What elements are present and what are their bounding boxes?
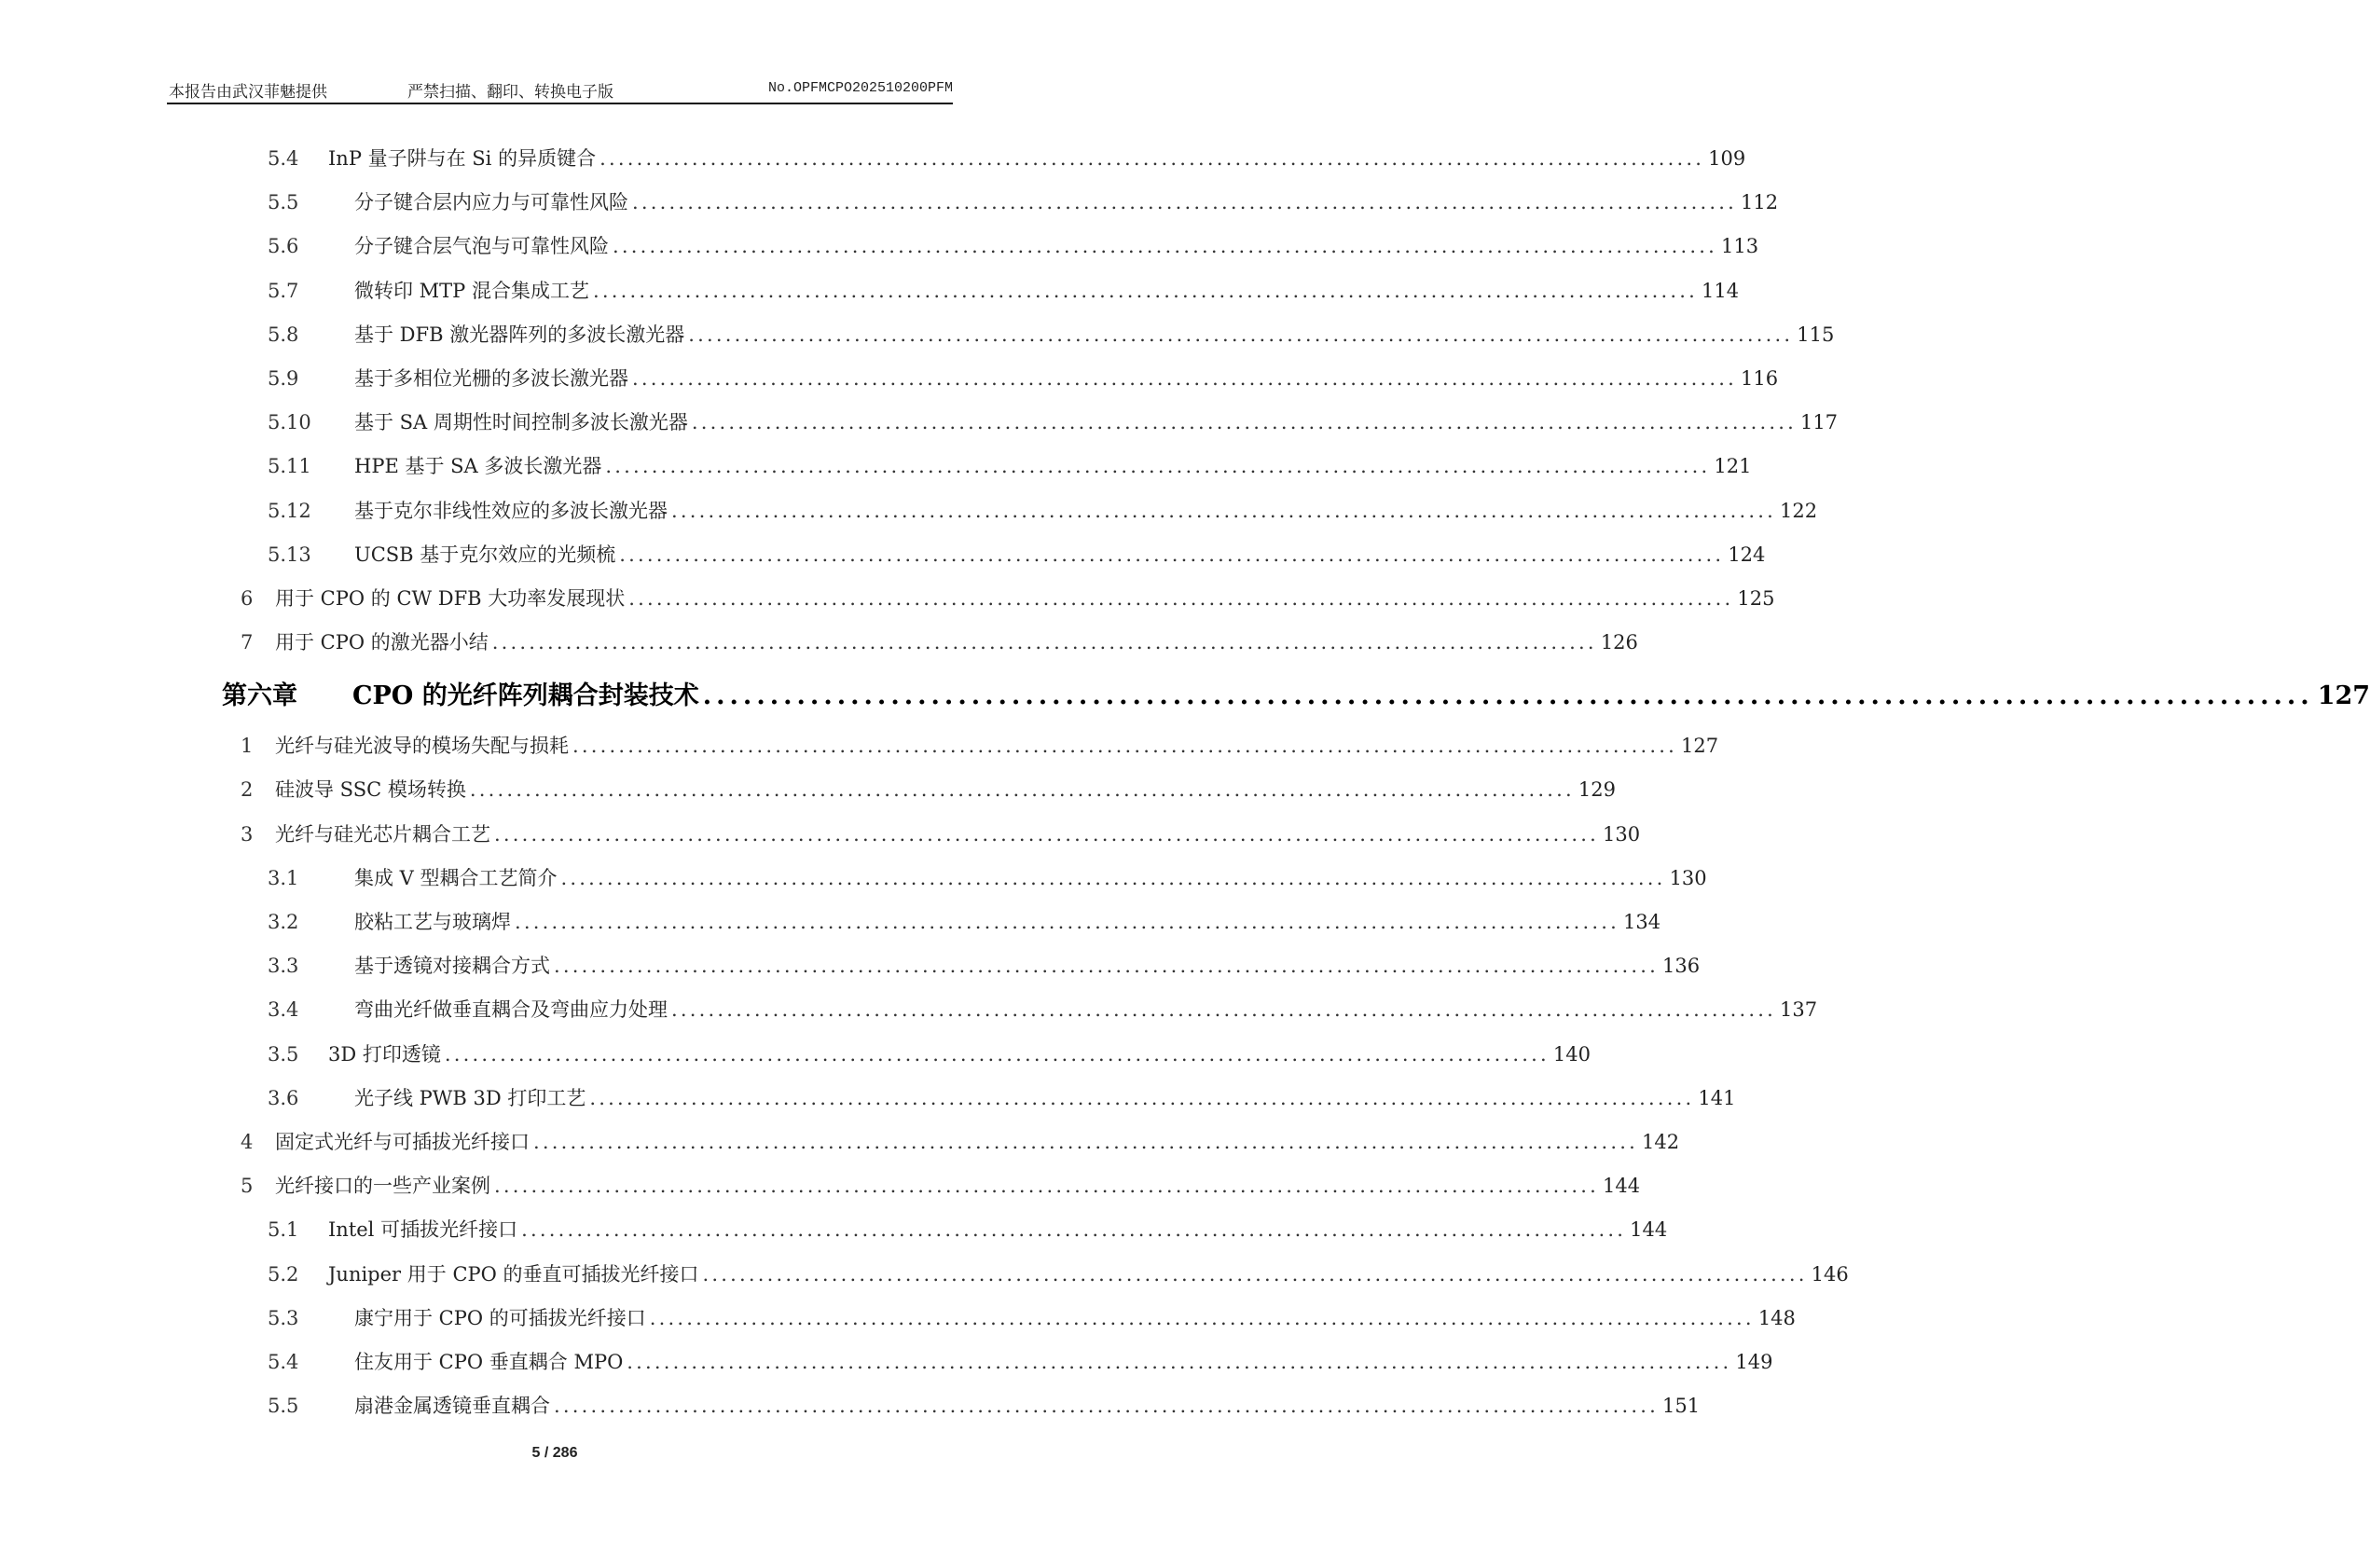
toc-entry[interactable]: [0, 137, 1746, 181]
toc-entry-body: [354, 1384, 1701, 1428]
toc-entry-body: [354, 181, 1779, 225]
toc-entry-body: [328, 137, 1746, 181]
toc-entry-body: [354, 401, 1839, 445]
toc-entry-title: 弯曲光纤做垂直耦合及弯曲应力处理: [354, 998, 668, 1022]
toc-entry-number: 5.5: [268, 1395, 299, 1418]
toc-entry-title: 硅波导 SSC 模场转换: [275, 778, 466, 802]
toc-entry[interactable]: [0, 988, 1818, 1032]
toc-entry[interactable]: [0, 1121, 1680, 1164]
toc-entry-title: InP 量子阱与在 Si 的异质键合: [328, 147, 597, 170]
toc-entry-page: 149: [1735, 1350, 1773, 1373]
header-notice: 严禁扫描、翻印、转换电子版: [407, 83, 613, 102]
toc-entry[interactable]: [0, 577, 1775, 621]
toc-entry[interactable]: [0, 357, 1779, 401]
toc-entry-body: [275, 577, 1775, 621]
toc-entry-title: 基于克尔非线性效应的多波长激光器: [354, 499, 668, 522]
toc-entry[interactable]: [0, 489, 1818, 533]
toc-entry[interactable]: [0, 944, 1701, 988]
toc-entry-body: [275, 1164, 1641, 1208]
toc-entry-number: 5.13: [268, 543, 311, 566]
toc-entry-title: 扇港金属透镜垂直耦合: [354, 1395, 550, 1418]
toc-entry-body: [275, 724, 1719, 768]
toc-entry-page: 134: [1623, 911, 1661, 933]
dot-leader: ........................................................................................................................: [560, 866, 1666, 889]
toc-entry-body: [354, 1077, 1736, 1121]
toc-entry-page: 142: [1642, 1130, 1680, 1153]
toc-entry-number: 4: [241, 1130, 254, 1153]
toc-entry-page: 121: [1714, 455, 1752, 478]
dot-leader: ........................................................................................................................: [533, 1130, 1639, 1153]
header-provider: 本报告由武汉菲魅提供: [169, 83, 327, 102]
toc-entry-body: [354, 988, 1818, 1032]
toc-entry-page: 144: [1630, 1218, 1668, 1242]
dot-leader: ........................................................................................................................: [444, 1042, 1550, 1066]
toc-entry-body: [354, 357, 1779, 401]
toc-entry-page: 130: [1603, 822, 1641, 846]
toc-entry-number: 2: [241, 778, 254, 802]
toc-entry-body: [352, 668, 2370, 724]
dot-leader: ........................................................................................................................: [702, 681, 2314, 711]
toc-entry-title: 基于 SA 周期性时间控制多波长激光器: [354, 411, 688, 434]
toc-entry-page: 126: [1600, 631, 1638, 654]
toc-entry-number: 3.3: [268, 955, 299, 978]
toc-entry-body: [354, 313, 1835, 357]
toc-entry-page: 124: [1728, 543, 1766, 566]
toc-entry-title: 分子键合层气泡与可靠性风险: [354, 235, 609, 258]
toc-entry-body: [328, 1208, 1668, 1252]
toc-entry-body: [354, 445, 1752, 488]
toc-entry-number: 5.1: [268, 1218, 299, 1242]
toc-entry-page: 113: [1721, 235, 1759, 258]
page-number: 5 / 286: [531, 1445, 578, 1461]
toc-entry-page: 127: [2317, 681, 2370, 711]
toc-entry-number: 6: [241, 586, 254, 610]
toc-entry-title: 基于透镜对接耦合方式: [354, 955, 550, 978]
toc-chapter-entry[interactable]: [0, 668, 2370, 722]
toc-entry-body: [275, 621, 1638, 665]
toc-entry-title: 基于 DFB 激光器阵列的多波长激光器: [354, 323, 685, 346]
dot-leader: ........................................................................................................................: [593, 279, 1699, 302]
toc-entry-body: [328, 1253, 1849, 1297]
dot-leader: ........................................................................................................................: [628, 586, 1734, 610]
toc-entry-title: HPE 基于 SA 多波长激光器: [354, 455, 602, 478]
toc-entry-page: 122: [1780, 499, 1818, 522]
dot-leader: ........................................................................................................................: [671, 499, 1777, 522]
dot-leader: ........................................................................................................................: [554, 955, 1660, 978]
toc-entry-body: [354, 533, 1766, 577]
toc-entry-title: 用于 CPO 的激光器小结: [275, 631, 489, 654]
toc-entry[interactable]: [0, 1208, 1668, 1252]
toc-entry-number: 3.1: [268, 866, 299, 889]
dot-leader: ........................................................................................................................: [702, 1262, 1808, 1286]
dot-leader: ........................................................................................................................: [619, 543, 1725, 566]
toc-entry-page: 141: [1698, 1086, 1736, 1109]
toc-entry-title: 固定式光纤与可插拔光纤接口: [275, 1130, 530, 1153]
toc-entry-title: 分子键合层内应力与可靠性风险: [354, 191, 628, 214]
toc-entry-title: 基于多相位光栅的多波长激光器: [354, 366, 628, 390]
toc-entry-body: [328, 1033, 1591, 1077]
page-header: [167, 78, 953, 103]
toc-entry[interactable]: [0, 1297, 1796, 1341]
dot-leader: ........................................................................................................................: [494, 822, 1600, 846]
dot-leader: ........................................................................................................................: [605, 455, 1711, 478]
toc-entry-title: Juniper 用于 CPO 的垂直可插拔光纤接口: [328, 1262, 699, 1286]
toc-entry[interactable]: [0, 768, 1616, 812]
toc-entry-body: [354, 857, 1707, 901]
header-doc-number: No.OPFMCPO202510200PFM: [767, 80, 953, 96]
toc-entry-page: 130: [1669, 866, 1707, 889]
toc-entry[interactable]: [0, 401, 1839, 445]
toc-entry-body: [354, 901, 1661, 944]
dot-leader: ........................................................................................................................: [494, 1175, 1600, 1198]
toc-entry-body: [354, 225, 1759, 268]
dot-leader: ........................................................................................................................: [521, 1218, 1627, 1242]
toc-entry-number: 5.4: [268, 1350, 299, 1373]
dot-leader: ........................................................................................................................: [469, 778, 1575, 802]
toc-entry-body: [354, 489, 1818, 533]
toc-entry[interactable]: [0, 724, 1719, 768]
toc-entry-number: 3.5: [268, 1042, 299, 1066]
toc-entry-title: 康宁用于 CPO 的可插拔光纤接口: [354, 1306, 646, 1329]
toc-entry[interactable]: [0, 225, 1759, 268]
dot-leader: ........................................................................................................................: [632, 366, 1738, 390]
toc-entry-page: 127: [1681, 735, 1719, 758]
dot-leader: ........................................................................................................................: [572, 735, 1678, 758]
toc-entry[interactable]: [0, 313, 1835, 357]
dot-leader: ........................................................................................................................: [589, 1086, 1695, 1109]
toc-entry-page: 140: [1552, 1042, 1591, 1066]
toc-entry-body: [354, 269, 1740, 313]
toc-entry-title: 3D 打印透镜: [328, 1042, 441, 1066]
dot-leader: ........................................................................................................................: [649, 1306, 1755, 1329]
toc-entry-page: 125: [1737, 586, 1775, 610]
toc-entry[interactable]: [0, 621, 1638, 665]
toc-entry-number: 5.7: [268, 279, 299, 302]
toc-entry-page: 116: [1741, 366, 1779, 390]
toc-entry-page: 148: [1757, 1306, 1796, 1329]
toc-entry-title: 住友用于 CPO 垂直耦合 MPO: [354, 1350, 624, 1373]
toc-entry[interactable]: [0, 813, 1641, 857]
toc-entry-page: 115: [1797, 323, 1835, 346]
dot-leader: ........................................................................................................................: [691, 411, 1797, 434]
toc-entry-number: 3.6: [268, 1086, 299, 1109]
toc-entry-title: 光纤与硅光波导的模场失配与损耗: [275, 735, 569, 758]
toc-entry-body: [354, 1297, 1796, 1341]
toc-entry-number: 3: [241, 822, 254, 846]
toc-entry-number: 5.6: [268, 235, 299, 258]
toc-entry-page: 136: [1662, 955, 1701, 978]
toc-entry[interactable]: [0, 269, 1740, 313]
toc-entry-number: 5.4: [268, 147, 299, 170]
toc-entry-body: [275, 768, 1616, 812]
toc-entry-page: 109: [1708, 147, 1746, 170]
toc-entry-number: 5.10: [268, 411, 311, 434]
toc-entry-body: [275, 1121, 1680, 1164]
toc-entry[interactable]: [0, 181, 1779, 225]
toc-entry-body: [354, 1341, 1773, 1384]
toc-entry-title: 用于 CPO 的 CW DFB 大功率发展现状: [275, 586, 626, 610]
dot-leader: ........................................................................................................................: [491, 631, 1597, 654]
toc-entry[interactable]: [0, 857, 1707, 901]
toc-entry-page: 144: [1603, 1175, 1641, 1198]
dot-leader: ........................................................................................................................: [613, 235, 1718, 258]
table-of-contents: [0, 137, 2370, 1428]
header-rule: [167, 103, 953, 104]
toc-entry[interactable]: [0, 1077, 1736, 1121]
toc-entry-page: 117: [1799, 411, 1839, 434]
toc-entry-title: Intel 可插拔光纤接口: [328, 1218, 518, 1242]
toc-entry-number: 第六章: [222, 681, 297, 711]
toc-entry[interactable]: [0, 1341, 1773, 1384]
toc-entry[interactable]: [0, 1033, 1591, 1077]
toc-entry-number: 5: [241, 1175, 254, 1198]
toc-entry-body: [354, 944, 1701, 988]
toc-entry-number: 5.11: [268, 455, 311, 478]
toc-entry-page: 129: [1578, 778, 1616, 802]
toc-entry-number: 5.3: [268, 1306, 299, 1329]
toc-entry-title: 微转印 MTP 混合集成工艺: [354, 279, 589, 302]
toc-entry[interactable]: [0, 533, 1766, 577]
toc-entry-title: 光子线 PWB 3D 打印工艺: [354, 1086, 586, 1109]
toc-entry-page: 151: [1662, 1395, 1701, 1418]
toc-entry-title: UCSB 基于克尔效应的光频梳: [354, 543, 616, 566]
toc-entry-title: 集成 V 型耦合工艺简介: [354, 866, 558, 889]
dot-leader: ........................................................................................................................: [671, 998, 1777, 1022]
toc-entry-page: 146: [1811, 1262, 1849, 1286]
toc-entry-title: 胶粘工艺与玻璃焊: [354, 911, 511, 933]
toc-entry-number: 3.4: [268, 998, 299, 1022]
toc-entry-page: 114: [1702, 279, 1740, 302]
toc-entry-number: 3.2: [268, 911, 299, 933]
dot-leader: ........................................................................................................................: [554, 1395, 1660, 1418]
toc-entry-page: 112: [1741, 191, 1779, 214]
toc-entry-number: 7: [241, 631, 254, 654]
toc-entry-number: 5.9: [268, 366, 299, 390]
toc-entry[interactable]: [0, 1164, 1641, 1208]
dot-leader: ........................................................................................................................: [515, 911, 1620, 933]
toc-entry-number: 1: [241, 735, 254, 758]
toc-entry[interactable]: [0, 445, 1752, 488]
toc-entry-number: 5.2: [268, 1262, 299, 1286]
dot-leader: ........................................................................................................................: [688, 323, 1794, 346]
dot-leader: ........................................................................................................................: [632, 191, 1738, 214]
dot-leader: ........................................................................................................................: [599, 147, 1705, 170]
toc-entry-title: CPO 的光纤阵列耦合封装技术: [352, 681, 699, 711]
toc-entry-body: [275, 813, 1641, 857]
toc-entry[interactable]: [0, 1253, 1849, 1297]
toc-entry-title: 光纤接口的一些产业案例: [275, 1175, 490, 1198]
toc-entry[interactable]: [0, 1384, 1701, 1428]
dot-leader: ........................................................................................................................: [627, 1350, 1732, 1373]
toc-entry-number: 5.8: [268, 323, 299, 346]
toc-entry-title: 光纤与硅光芯片耦合工艺: [275, 822, 490, 846]
toc-entry-number: 5.5: [268, 191, 299, 214]
toc-entry-number: 5.12: [268, 499, 311, 522]
toc-entry[interactable]: [0, 901, 1661, 944]
toc-entry-page: 137: [1780, 998, 1818, 1022]
